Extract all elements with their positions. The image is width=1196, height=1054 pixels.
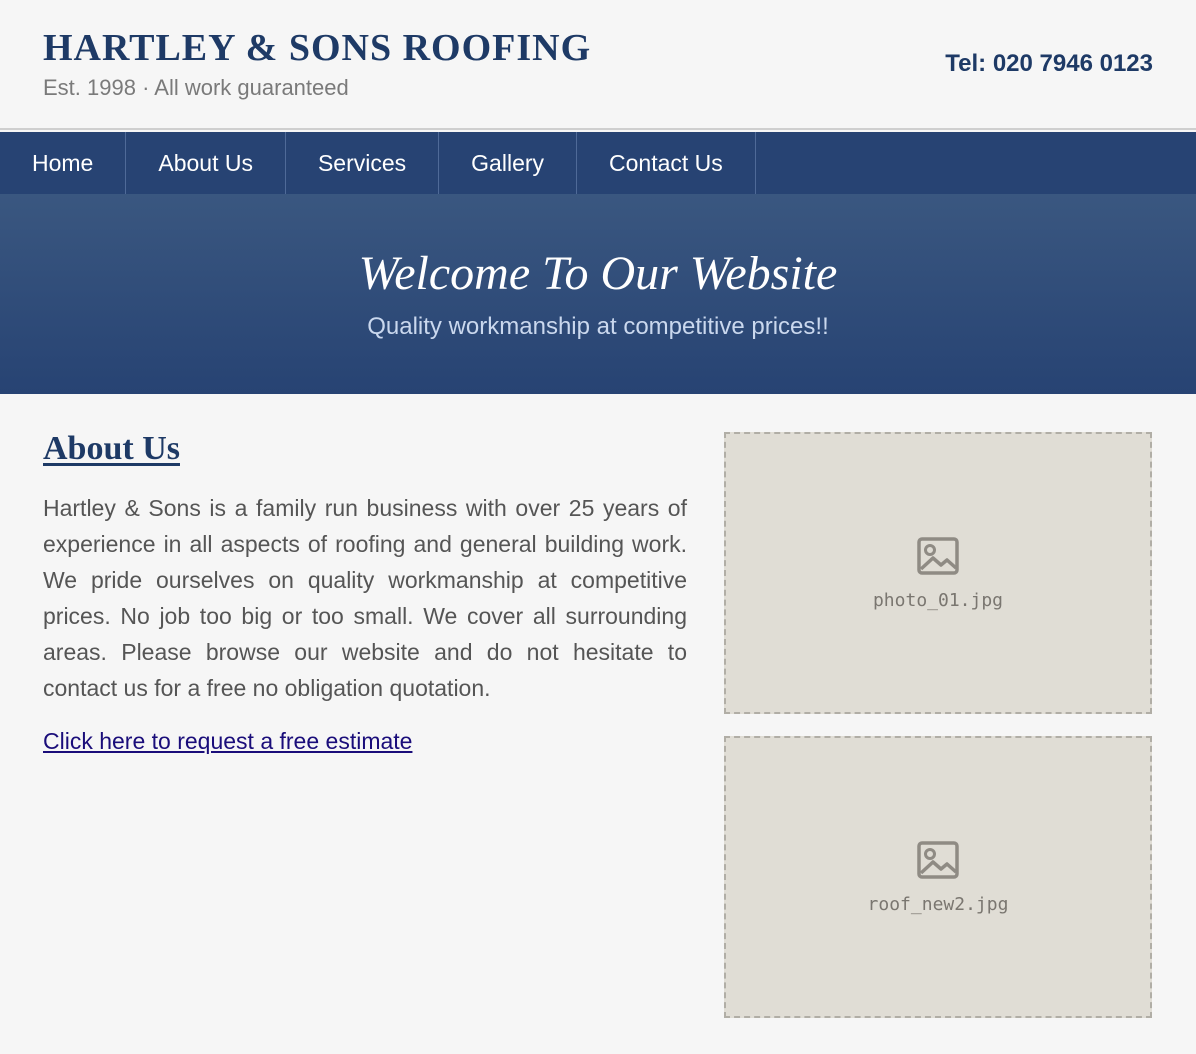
- phone-number: Tel: 020 7946 0123: [945, 50, 1153, 77]
- photo-placeholder: [724, 432, 1152, 714]
- hero-banner: [0, 194, 1196, 394]
- photo-caption: roof_new2.jpg: [867, 894, 1009, 915]
- photo-placeholder: [724, 736, 1152, 1018]
- free-estimate-link[interactable]: Click here to request a free estimate: [43, 728, 413, 754]
- hero-subtitle: Quality workmanship at competitive prices!!: [367, 313, 829, 340]
- photo-caption: photo_01.jpg: [872, 590, 1004, 611]
- image-icon: [916, 536, 960, 576]
- nav-item-home[interactable]: Home: [0, 132, 126, 194]
- image-icon: [916, 840, 960, 880]
- nav-item-contact-us[interactable]: Contact Us: [577, 132, 756, 194]
- about-heading: About Us: [43, 430, 180, 467]
- nav-item-about-us[interactable]: About Us: [126, 132, 286, 194]
- nav-item-gallery[interactable]: Gallery: [439, 132, 577, 194]
- site-tagline: Est. 1998 · All work guaranteed: [43, 75, 349, 100]
- main-nav: [0, 132, 1196, 194]
- about-paragraph: Hartley & Sons is a family run business with over 25 years of experience in all aspects of roofing and general building work. We pride ourselves on quality workmanship at competitive prices. No job too big or too small. We cover all surrounding areas. Please browse our website and do not hesitate to contact us for a free no obligation quotation.: [43, 495, 687, 701]
- site-title: HARTLEY & SONS ROOFING: [43, 27, 592, 69]
- nav-item-services[interactable]: Services: [286, 132, 439, 194]
- site-header: [0, 0, 1196, 130]
- hero-title: Welcome To Our Website: [358, 247, 838, 300]
